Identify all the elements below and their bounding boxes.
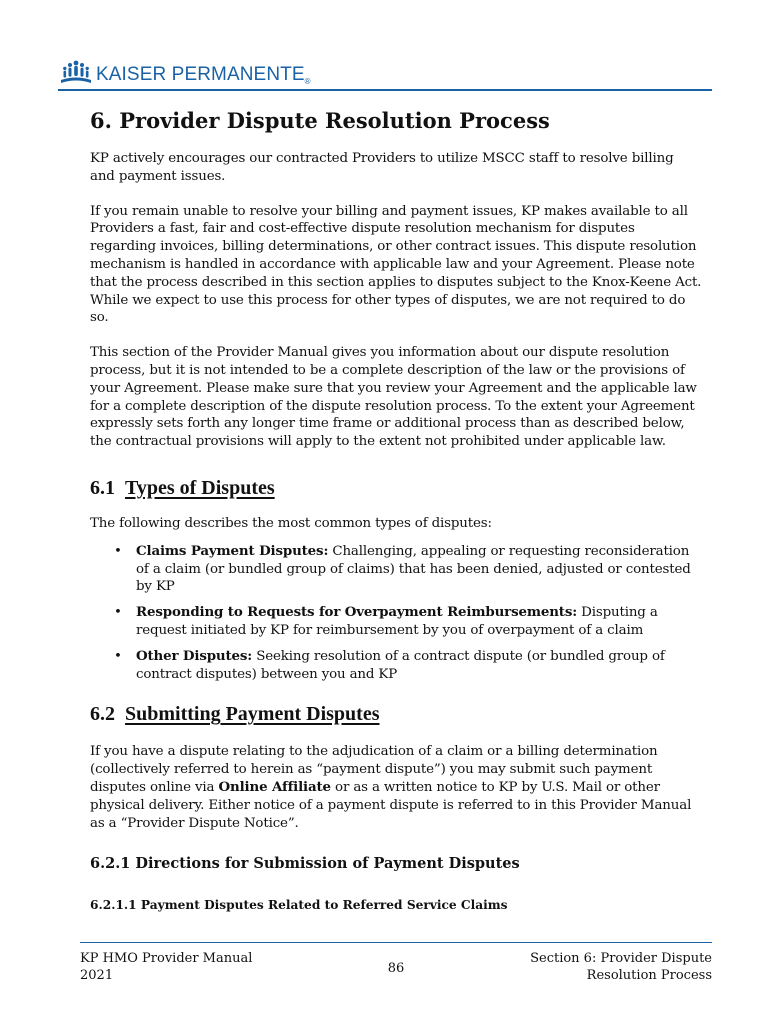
bullet-icon: • <box>114 543 122 559</box>
referred-service-claims-subheading: 6.2.1.1 Payment Disputes Related to Referred Service Claims <box>90 898 508 913</box>
submitting-text-before: If you have a dispute relating to the adjudication of a claim or a billing determination (collectively referred to herein as “payment dispute”) you may submit such payment disputes online via <box>90 744 658 795</box>
list-item <box>90 648 702 684</box>
list-item-text: Challenging, appealing or requesting reconsideration of a claim (or bundled group of claims) that has been denied, adjusted or contested by KP <box>136 543 691 595</box>
footer-right-line: Section 6: Provider Dispute <box>530 951 712 966</box>
list-item-term: Claims Payment Disputes: <box>136 542 329 559</box>
types-of-disputes-heading <box>90 475 702 501</box>
intro-paragraph: KP actively encourages our contracted Providers to utilize MSCC staff to resolve billing and payment issues. <box>90 151 674 184</box>
submitting-payment-disputes-heading <box>90 701 702 727</box>
manual-scope-paragraph: This section of the Provider Manual gives you information about our dispute resolution process, but it is not intended to be a complete description of the law or the provisions of your Agreement. Please make sure that you review your Agreement and the applicable law for a complete description of the dispute resolution process. To the extent your Agreement expressly sets forth any longer time frame or additional process than as described below, the contractual provisions will apply to the extent not prohibited under applicable law. <box>90 345 697 450</box>
kp-figures-icon <box>60 60 92 86</box>
heading-number: 6.1 <box>90 476 115 499</box>
submitting-paragraph <box>90 743 702 832</box>
footer-left-line: KP HMO Provider Manual <box>80 951 253 966</box>
list-item-text: Seeking resolution of a contract dispute (or bundled group of contract disputes) between you and KP <box>136 648 665 682</box>
page-number: 86 <box>387 961 405 976</box>
page-header <box>58 60 712 92</box>
heading-number: 6.2 <box>90 703 115 726</box>
header-rule <box>58 89 712 91</box>
list-item <box>90 543 702 596</box>
logo-registered-mark: ® <box>304 77 311 86</box>
footer-rule <box>80 942 712 943</box>
footer-section-name <box>530 950 712 984</box>
footer-manual-title <box>80 950 252 984</box>
list-item <box>90 604 702 640</box>
submitting-text-after: or as a written notice to KP by U.S. Mail or other physical delivery. Either notice of a payment dispute is referred to in this Provider Manual as a “Provider Dispute Notice”. <box>90 779 692 831</box>
kaiser-permanente-logo <box>60 60 311 86</box>
page-footer <box>80 942 712 988</box>
dispute-types-list <box>90 543 702 684</box>
heading-title: Submitting Payment Disputes <box>125 703 380 726</box>
dispute-mechanism-paragraph: If you remain unable to resolve your billing and payment issues, KP makes available to all Providers a fast, fair and cost-effective dispute resolution mechanism for disputes regarding invoices, billing determinations, or other contract issues. This dispute resolution mechanism is handled in accordance with applicable law and your Agreement. Please note that the process described in this section applies to disputes subject to the Knox-Keene Act. While we expect to use this process for other types of disputes, we are not required to do so. <box>90 203 702 326</box>
bullet-icon: • <box>114 605 122 621</box>
online-affiliate-term: Online Affiliate <box>218 778 331 795</box>
footer-left-line: 2021 <box>80 968 114 983</box>
heading-title: Types of Disputes <box>125 476 275 499</box>
logo-wordmark: KAISER PERMANENTE <box>96 64 305 85</box>
bullet-icon: • <box>114 648 122 664</box>
list-item-term: Responding to Requests for Overpayment Reimbursements: <box>136 604 578 621</box>
document-body <box>90 106 702 914</box>
list-item-term: Other Disputes: <box>136 647 253 664</box>
list-item-text: Disputing a request initiated by KP for reimbursement by you of overpayment of a claim <box>136 605 658 638</box>
section-title: 6. Provider Dispute Resolution Process <box>90 108 550 133</box>
types-lead-paragraph: The following describes the most common types of disputes: <box>90 515 492 531</box>
directions-subheading: 6.2.1 Directions for Submission of Payment Disputes <box>90 855 520 873</box>
footer-right-line: Resolution Process <box>586 968 712 983</box>
